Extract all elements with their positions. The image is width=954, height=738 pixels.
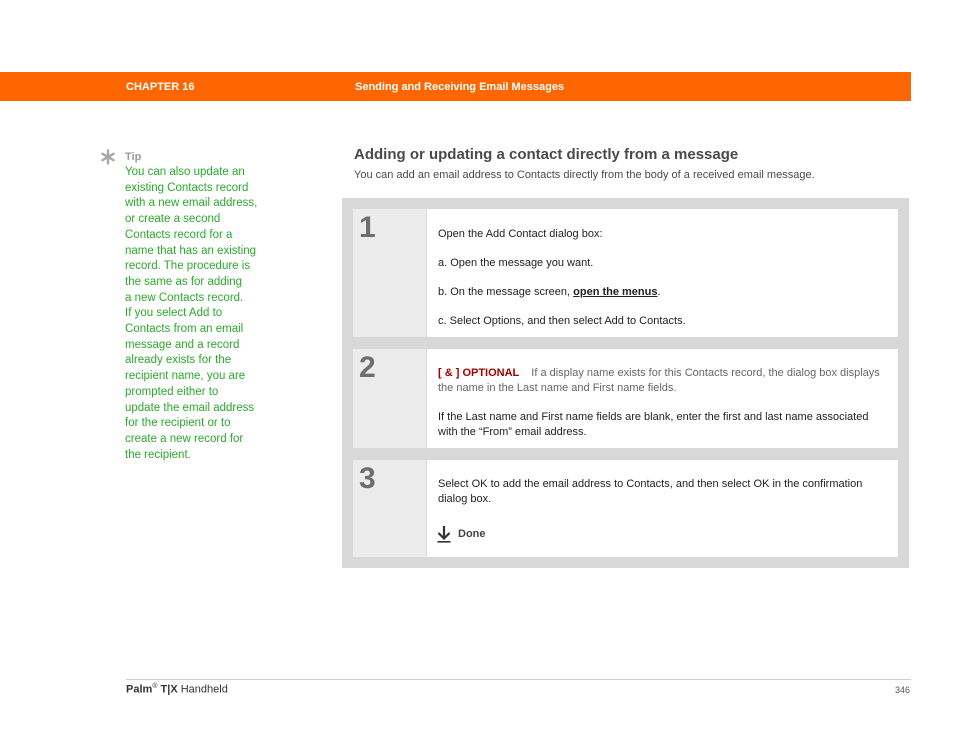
tip-line: Contacts from an email (125, 323, 244, 336)
optional-label: [ & ] OPTIONAL (438, 367, 520, 379)
substep-b-suffix: . (657, 286, 661, 298)
step-content (427, 349, 898, 448)
down-arrow-icon (436, 525, 452, 543)
tip-line: prompted either to (125, 385, 219, 398)
tip-line: a new Contacts record. (125, 291, 244, 304)
registered-mark: ® (152, 683, 158, 690)
tip-line: with a new email address, (125, 197, 258, 210)
step-intro: Open the Add Contact dialog box: (438, 228, 603, 240)
page-number: 346 (895, 685, 911, 695)
chapter-header-bar (0, 72, 911, 101)
step-3 (353, 460, 898, 557)
tip-line: name that has an existing (125, 244, 257, 257)
substep-b (438, 285, 888, 300)
substep-a: a. Open the message you want. (438, 257, 594, 269)
step-content (427, 460, 898, 557)
substep-b-prefix: b. On the message screen, (438, 286, 574, 298)
step-number: 2 (359, 351, 376, 384)
steps-panel (342, 198, 909, 568)
tip-line: If you select Add to (125, 307, 223, 320)
tip-line: for the recipient or to (125, 417, 231, 430)
step-text: If the Last name and First name fields are blank, enter the first and last name associated with the “From” email address. (438, 411, 869, 438)
footer-product (126, 683, 228, 696)
tip-line: create a new record for (125, 432, 244, 445)
tip-text (125, 165, 275, 463)
chapter-title: Sending and Receiving Email Messages (355, 81, 565, 93)
tip-line: Contacts record for a (125, 228, 233, 241)
step-number-cell (353, 349, 426, 448)
substep-c: c. Select Options, and then select Add to Contacts. (438, 315, 686, 327)
open-the-menus-link[interactable]: open the menus (573, 286, 658, 298)
chapter-number: CHAPTER 16 (126, 81, 195, 93)
brand-name: Palm (126, 683, 153, 696)
footer-divider (126, 679, 911, 680)
tip-line: message and a record (125, 338, 240, 351)
asterisk-icon (100, 149, 116, 165)
optional-text: If a display name exists for this Contacts record, the dialog box displays the name in the Last name and First name fields. (438, 367, 880, 394)
section-title: Adding or updating a contact directly from a message (354, 146, 739, 163)
model-name: T|X (160, 683, 178, 696)
done-label: Done (458, 528, 486, 540)
step-1 (353, 209, 898, 337)
tip-line: the recipient. (125, 448, 191, 461)
step-number: 3 (359, 462, 376, 495)
step-text: Select OK to add the email address to Contacts, and then select OK in the confirmation dialog box. (438, 478, 863, 505)
product-type: Handheld (180, 683, 228, 696)
tip-line: recipient name, you are (125, 370, 246, 383)
tip-line: You can also update an (125, 166, 245, 178)
tip-label: Tip (125, 151, 142, 163)
step-number-cell (353, 209, 426, 337)
tip-line: record. The procedure is (125, 260, 251, 273)
tip-line: the same as for adding (125, 275, 242, 288)
section-intro: You can add an email address to Contacts directly from the body of a received email message. (354, 169, 815, 181)
optional-note (438, 366, 888, 395)
step-content (427, 209, 898, 337)
tip-line: or create a second (125, 213, 221, 226)
tip-line: update the email address (125, 401, 255, 414)
step-number: 1 (359, 211, 376, 244)
step-number-cell (353, 460, 426, 557)
tip-line: existing Contacts record (125, 181, 249, 194)
step-2 (353, 349, 898, 448)
tip-line: already exists for the (125, 354, 232, 367)
